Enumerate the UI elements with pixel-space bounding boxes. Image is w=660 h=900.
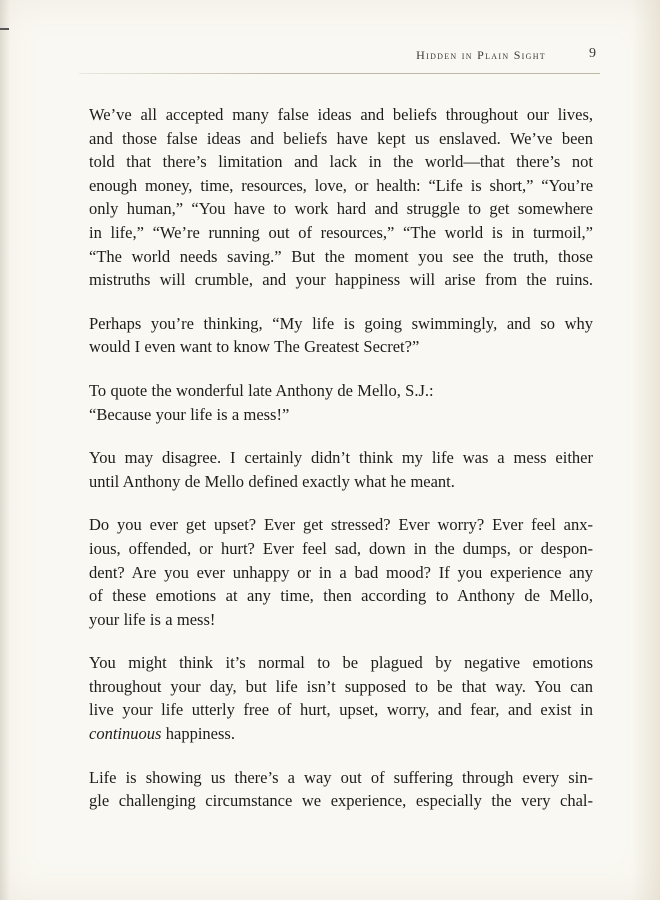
text-line: You might think it’s normal to be plagued by negative emotions (89, 653, 593, 673)
text-line: You may disagree. I certainly didn’t think my life was a mess either (89, 448, 593, 468)
body-text (89, 103, 593, 833)
text-line: “The world needs saving.” But the moment you see the truth, those (89, 246, 593, 266)
paragraph-quote-de-mello (89, 379, 593, 426)
text-line: dent? Are you ever unhappy or in a bad mood? If you experience any (89, 562, 593, 582)
text-line: throughout your day, but life isn’t supposed to be that way. You can (89, 676, 593, 696)
paragraph-may-disagree (89, 446, 593, 493)
text-line: enough money, time, resources, love, or health: “Life is short,” “You’re (89, 175, 593, 195)
text-line: We’ve all accepted many false ideas and beliefs throughout our lives, (89, 105, 593, 124)
text-line: until Anthony de Mello defined exactly what he meant. (89, 471, 455, 491)
text-line: your life is a mess! (89, 609, 216, 629)
text-line: of these emotions at any time, then according to Anthony de Mello, (89, 586, 593, 606)
text-line (89, 722, 593, 746)
emphasis-continuous: continuous (89, 724, 162, 744)
text-line: “Because your life is a mess!” (89, 404, 290, 424)
header-rule (79, 73, 600, 74)
paragraph-ever-upset (89, 513, 593, 631)
text-line: Do you ever get upset? Ever get stressed? Ever worry? Ever feel anx- (89, 515, 593, 535)
text-line: Perhaps you’re thinking, “My life is going swimmingly, and so why (89, 313, 593, 333)
text-line: in life,” “We’re running out of resources,” “The world is in turmoil,” (89, 222, 593, 242)
text-line: To quote the wonderful late Anthony de Mello, S.J.: (89, 380, 434, 400)
text-line: live your life utterly free of hurt, upset, worry, and fear, and exist in (89, 700, 593, 720)
text-line: and those false ideas and beliefs have kept us enslaved. We’ve been (89, 128, 593, 148)
paragraph-way-out-of-suffering (89, 766, 593, 813)
text-line: Life is showing us there’s a way out of suffering through every sin- (89, 767, 593, 787)
paragraph-perhaps-thinking (89, 312, 593, 359)
page-edge-tint (632, 0, 660, 900)
paragraph-negative-emotions (89, 651, 593, 745)
text-line: only human,” “You have to work hard and struggle to get somewhere (89, 199, 593, 219)
text-line: told that there’s limitation and lack in the world—that there’s not (89, 152, 593, 172)
text-line: ious, offended, or hurt? Ever feel sad, down in the dumps, or despon- (89, 538, 593, 558)
text-line: mistruths will crumble, and your happiness will arise from the ruins. (89, 270, 593, 290)
text-line: would I even want to know The Greatest Secret?” (89, 337, 420, 357)
page-number: 9 (589, 46, 596, 61)
page-gutter-shadow (0, 0, 10, 900)
page-header (80, 45, 600, 71)
text-fragment: happiness. (161, 724, 235, 744)
paragraph-false-beliefs (89, 103, 593, 292)
scan-corner-mark (0, 28, 9, 30)
text-line: gle challenging circumstance we experience, especially the very chal- (89, 791, 593, 811)
running-title: Hidden in Plain Sight (416, 48, 546, 62)
